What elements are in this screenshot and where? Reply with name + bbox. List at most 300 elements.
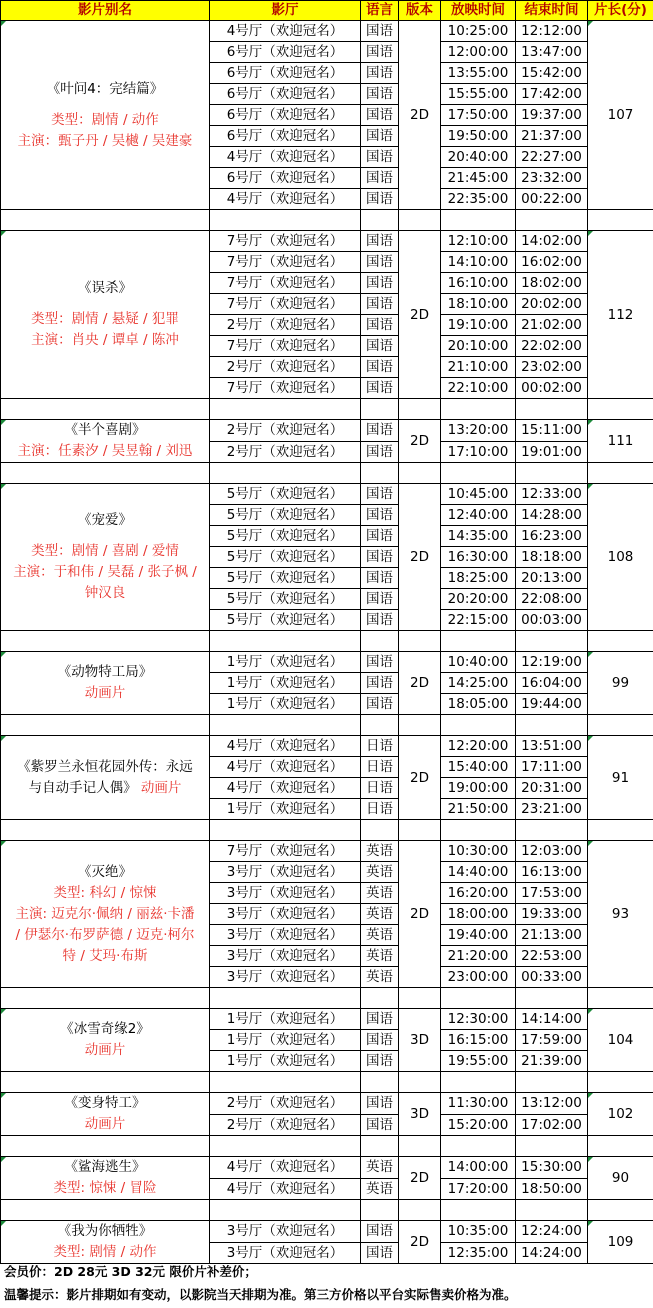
language-cell: 国语 [361, 231, 399, 252]
end-time-cell: 23:02:00 [516, 357, 588, 378]
separator-cell [361, 1072, 399, 1093]
separator-cell [588, 463, 653, 484]
separator-cell [399, 210, 441, 231]
end-time-cell: 23:32:00 [516, 168, 588, 189]
movie-title: 《鲨海逃生》 [64, 1159, 146, 1175]
end-time-cell: 00:22:00 [516, 189, 588, 210]
movie-title: 《紫罗兰永恒花园外传：永远 [17, 758, 193, 775]
movie-genre: 动画片 [136, 779, 182, 796]
language-cell: 国语 [361, 1242, 399, 1264]
end-time-cell: 16:13:00 [516, 862, 588, 883]
language-cell: 英语 [361, 1157, 399, 1179]
language-cell: 国语 [361, 252, 399, 273]
hall-cell: 7号厅（欢迎冠名） [210, 252, 361, 273]
end-time-cell: 20:13:00 [516, 568, 588, 589]
hall-cell: 4号厅（欢迎冠名） [210, 736, 361, 757]
language-cell: 国语 [361, 505, 399, 526]
separator-cell [441, 1200, 516, 1221]
language-cell: 日语 [361, 736, 399, 757]
movie-detail: 动画片 [84, 1116, 126, 1132]
header-movie: 影片别名 [1, 1, 210, 21]
separator-cell [516, 631, 588, 652]
version-cell: 2D [399, 21, 441, 210]
separator-cell [361, 399, 399, 420]
hall-cell: 1号厅（欢迎冠名） [210, 1030, 361, 1051]
separator-cell [399, 631, 441, 652]
language-cell: 国语 [361, 294, 399, 315]
hall-cell: 7号厅（欢迎冠名） [210, 841, 361, 862]
end-time-cell: 18:02:00 [516, 273, 588, 294]
separator-cell [441, 988, 516, 1009]
separator-cell [1, 210, 210, 231]
movie-title: 《我为你牺牲》 [57, 1223, 153, 1239]
end-time-cell: 14:14:00 [516, 1009, 588, 1030]
start-time-cell: 17:10:00 [441, 441, 516, 463]
separator-cell [399, 1072, 441, 1093]
end-time-cell: 18:18:00 [516, 547, 588, 568]
end-time-cell: 19:37:00 [516, 105, 588, 126]
separator-cell [1, 399, 210, 420]
end-time-cell: 22:02:00 [516, 336, 588, 357]
movie-title: 《灭绝》 [78, 863, 132, 880]
separator-cell [361, 1136, 399, 1157]
hall-cell: 3号厅（欢迎冠名） [210, 1221, 361, 1243]
separator-cell [588, 631, 653, 652]
language-cell: 日语 [361, 757, 399, 778]
separator-cell [210, 1200, 361, 1221]
version-cell: 2D [399, 231, 441, 399]
separator-cell [588, 820, 653, 841]
start-time-cell: 19:40:00 [441, 925, 516, 946]
length-cell: 91 [588, 736, 653, 820]
length-cell: 99 [588, 652, 653, 715]
separator-cell [441, 463, 516, 484]
end-time-cell: 17:02:00 [516, 1114, 588, 1136]
movie-info-cell [1, 484, 210, 631]
hall-cell: 4号厅（欢迎冠名） [210, 757, 361, 778]
separator-row [1, 631, 653, 652]
movie-info-cell [1, 420, 210, 463]
hall-cell: 1号厅（欢迎冠名） [210, 673, 361, 694]
start-time-cell: 16:30:00 [441, 547, 516, 568]
start-time-cell: 19:50:00 [441, 126, 516, 147]
separator-cell [399, 1136, 441, 1157]
movie-title: 《误杀》 [78, 280, 132, 296]
length-cell: 108 [588, 484, 653, 631]
showtime-row [1, 1093, 653, 1115]
separator-cell [588, 210, 653, 231]
hall-cell: 1号厅（欢迎冠名） [210, 652, 361, 673]
separator-cell [1, 631, 210, 652]
movie-spacer [1, 299, 209, 309]
separator-row [1, 399, 653, 420]
showtime-row [1, 1009, 653, 1030]
movie-detail: 钟汉良 [84, 585, 126, 601]
movie-detail: 类型: 剧情 / 动作 [53, 1244, 157, 1260]
separator-cell [361, 463, 399, 484]
length-cell: 109 [588, 1221, 653, 1264]
language-cell: 英语 [361, 967, 399, 988]
hall-cell: 5号厅（欢迎冠名） [210, 547, 361, 568]
separator-cell [441, 399, 516, 420]
start-time-cell: 12:30:00 [441, 1009, 516, 1030]
separator-row [1, 1136, 653, 1157]
language-cell: 英语 [361, 925, 399, 946]
start-time-cell: 19:00:00 [441, 778, 516, 799]
language-cell: 国语 [361, 336, 399, 357]
separator-row [1, 1072, 653, 1093]
separator-cell [210, 399, 361, 420]
start-time-cell: 18:25:00 [441, 568, 516, 589]
language-cell: 国语 [361, 589, 399, 610]
separator-cell [210, 988, 361, 1009]
separator-cell [1, 715, 210, 736]
separator-cell [1, 988, 210, 1009]
movie-detail: 类型: 科幻 / 惊悚 [53, 884, 157, 901]
price-note: 会员价：2D 28元 3D 32元 限价片补差价； [4, 1264, 257, 1279]
movie-detail: 主演：任素汐 / 吴昱翰 / 刘迅 [17, 443, 193, 459]
hall-cell: 1号厅（欢迎冠名） [210, 1009, 361, 1030]
showtime-row [1, 21, 653, 42]
hall-cell: 1号厅（欢迎冠名） [210, 1051, 361, 1072]
length-cell: 111 [588, 420, 653, 463]
end-time-cell: 18:50:00 [516, 1178, 588, 1200]
separator-cell [441, 1136, 516, 1157]
end-time-cell: 15:11:00 [516, 420, 588, 442]
start-time-cell: 13:20:00 [441, 420, 516, 442]
end-time-cell: 13:12:00 [516, 1093, 588, 1115]
separator-cell [399, 399, 441, 420]
movie-title: 《动物特工局》 [57, 664, 153, 680]
separator-cell [399, 463, 441, 484]
start-time-cell: 20:40:00 [441, 147, 516, 168]
end-time-cell: 12:12:00 [516, 21, 588, 42]
separator-cell [210, 1136, 361, 1157]
movie-info-cell [1, 21, 210, 210]
hall-cell: 5号厅（欢迎冠名） [210, 526, 361, 547]
separator-cell [516, 988, 588, 1009]
language-cell: 国语 [361, 1093, 399, 1115]
end-time-cell: 14:24:00 [516, 1242, 588, 1264]
movie-detail: 类型：剧情 / 喜剧 / 爱情 [31, 543, 179, 559]
end-time-cell: 16:02:00 [516, 252, 588, 273]
language-cell: 国语 [361, 420, 399, 442]
end-time-cell: 19:01:00 [516, 441, 588, 463]
end-time-cell: 19:44:00 [516, 694, 588, 715]
start-time-cell: 14:25:00 [441, 673, 516, 694]
language-cell: 英语 [361, 904, 399, 925]
start-time-cell: 18:00:00 [441, 904, 516, 925]
version-cell: 2D [399, 736, 441, 820]
start-time-cell: 15:40:00 [441, 757, 516, 778]
separator-cell [516, 210, 588, 231]
end-time-cell: 15:30:00 [516, 1157, 588, 1179]
separator-cell [1, 1136, 210, 1157]
separator-cell [441, 1072, 516, 1093]
language-cell: 国语 [361, 1221, 399, 1243]
language-cell: 国语 [361, 694, 399, 715]
movie-info-cell [1, 1009, 210, 1072]
movie-spacer [1, 100, 209, 110]
hall-cell: 4号厅（欢迎冠名） [210, 1178, 361, 1200]
separator-cell [399, 715, 441, 736]
language-cell: 国语 [361, 1051, 399, 1072]
start-time-cell: 18:10:00 [441, 294, 516, 315]
start-time-cell: 14:35:00 [441, 526, 516, 547]
hall-cell: 2号厅（欢迎冠名） [210, 1093, 361, 1115]
hall-cell: 5号厅（欢迎冠名） [210, 610, 361, 631]
header-end-time: 结束时间 [516, 1, 588, 21]
start-time-cell: 14:00:00 [441, 1157, 516, 1179]
language-cell: 国语 [361, 147, 399, 168]
separator-cell [516, 715, 588, 736]
start-time-cell: 21:10:00 [441, 357, 516, 378]
end-time-cell: 12:33:00 [516, 484, 588, 505]
hall-cell: 2号厅（欢迎冠名） [210, 315, 361, 336]
separator-cell [588, 715, 653, 736]
end-time-cell: 12:03:00 [516, 841, 588, 862]
movie-spacer [1, 531, 209, 541]
showtime-row [1, 736, 653, 757]
hall-cell: 4号厅（欢迎冠名） [210, 21, 361, 42]
hall-cell: 4号厅（欢迎冠名） [210, 189, 361, 210]
tip-note: 温馨提示：影片排期如有变动，以影院当天排期为准。第三方价格以平台实际售卖价格为准。 [4, 1287, 517, 1302]
language-cell: 国语 [361, 441, 399, 463]
start-time-cell: 12:35:00 [441, 1242, 516, 1264]
separator-cell [210, 210, 361, 231]
separator-cell [210, 820, 361, 841]
showtime-row [1, 1221, 653, 1243]
showtime-row [1, 652, 653, 673]
end-time-cell: 16:04:00 [516, 673, 588, 694]
hall-cell: 7号厅（欢迎冠名） [210, 336, 361, 357]
separator-cell [210, 715, 361, 736]
header-length: 片长(分) [588, 1, 653, 21]
version-cell: 2D [399, 1157, 441, 1200]
separator-row [1, 715, 653, 736]
separator-cell [441, 210, 516, 231]
separator-cell [588, 1200, 653, 1221]
movie-title: 《冰雪奇缘2》 [60, 1021, 150, 1037]
separator-cell [441, 820, 516, 841]
end-time-cell: 17:42:00 [516, 84, 588, 105]
start-time-cell: 10:30:00 [441, 841, 516, 862]
hall-cell: 4号厅（欢迎冠名） [210, 147, 361, 168]
hall-cell: 1号厅（欢迎冠名） [210, 694, 361, 715]
separator-cell [1, 1072, 210, 1093]
start-time-cell: 21:45:00 [441, 168, 516, 189]
separator-cell [361, 715, 399, 736]
language-cell: 国语 [361, 105, 399, 126]
start-time-cell: 16:20:00 [441, 883, 516, 904]
start-time-cell: 12:00:00 [441, 42, 516, 63]
language-cell: 国语 [361, 168, 399, 189]
end-time-cell: 00:03:00 [516, 610, 588, 631]
movie-title: 《宠爱》 [78, 512, 132, 528]
start-time-cell: 22:15:00 [441, 610, 516, 631]
separator-cell [588, 988, 653, 1009]
start-time-cell: 16:15:00 [441, 1030, 516, 1051]
hall-cell: 7号厅（欢迎冠名） [210, 378, 361, 399]
length-cell: 107 [588, 21, 653, 210]
version-cell: 2D [399, 652, 441, 715]
separator-cell [361, 631, 399, 652]
hall-cell: 3号厅（欢迎冠名） [210, 925, 361, 946]
movie-info-cell [1, 1093, 210, 1136]
movie-detail: 特 / 艾玛·布斯 [62, 947, 148, 964]
separator-cell [399, 1200, 441, 1221]
language-cell: 国语 [361, 42, 399, 63]
start-time-cell: 21:20:00 [441, 946, 516, 967]
movie-detail: 主演：于和伟 / 吴磊 / 张子枫 / [13, 564, 197, 580]
showtime-row [1, 484, 653, 505]
end-time-cell: 15:42:00 [516, 63, 588, 84]
length-cell: 112 [588, 231, 653, 399]
language-cell: 英语 [361, 841, 399, 862]
hall-cell: 6号厅（欢迎冠名） [210, 84, 361, 105]
hall-cell: 6号厅（欢迎冠名） [210, 105, 361, 126]
hall-cell: 6号厅（欢迎冠名） [210, 42, 361, 63]
movie-info-cell [1, 231, 210, 399]
hall-cell: 7号厅（欢迎冠名） [210, 294, 361, 315]
separator-cell [516, 1072, 588, 1093]
end-time-cell: 19:33:00 [516, 904, 588, 925]
separator-cell [361, 988, 399, 1009]
language-cell: 国语 [361, 273, 399, 294]
end-time-cell: 21:02:00 [516, 315, 588, 336]
hall-cell: 3号厅（欢迎冠名） [210, 904, 361, 925]
end-time-cell: 22:08:00 [516, 589, 588, 610]
language-cell: 日语 [361, 778, 399, 799]
version-cell: 2D [399, 420, 441, 463]
end-time-cell: 17:11:00 [516, 757, 588, 778]
end-time-cell: 00:33:00 [516, 967, 588, 988]
movie-detail: / 伊瑟尔·布罗萨德 / 迈克·柯尔 [15, 926, 195, 943]
separator-cell [210, 1072, 361, 1093]
start-time-cell: 10:40:00 [441, 652, 516, 673]
language-cell: 国语 [361, 1030, 399, 1051]
start-time-cell: 19:10:00 [441, 315, 516, 336]
separator-row [1, 210, 653, 231]
movie-detail: 动画片 [84, 1042, 126, 1058]
hall-cell: 3号厅（欢迎冠名） [210, 862, 361, 883]
hall-cell: 3号厅（欢迎冠名） [210, 967, 361, 988]
language-cell: 国语 [361, 84, 399, 105]
hall-cell: 6号厅（欢迎冠名） [210, 126, 361, 147]
showtime-row [1, 231, 653, 252]
language-cell: 国语 [361, 21, 399, 42]
separator-cell [399, 988, 441, 1009]
language-cell: 国语 [361, 568, 399, 589]
length-cell: 104 [588, 1009, 653, 1072]
language-cell: 国语 [361, 126, 399, 147]
end-time-cell: 17:53:00 [516, 883, 588, 904]
hall-cell: 7号厅（欢迎冠名） [210, 231, 361, 252]
start-time-cell: 22:10:00 [441, 378, 516, 399]
length-cell: 102 [588, 1093, 653, 1136]
language-cell: 国语 [361, 547, 399, 568]
start-time-cell: 20:10:00 [441, 336, 516, 357]
start-time-cell: 10:35:00 [441, 1221, 516, 1243]
start-time-cell: 12:10:00 [441, 231, 516, 252]
separator-row [1, 1200, 653, 1221]
language-cell: 国语 [361, 357, 399, 378]
end-time-cell: 21:13:00 [516, 925, 588, 946]
end-time-cell: 12:24:00 [516, 1221, 588, 1243]
language-cell: 国语 [361, 652, 399, 673]
movie-info-cell [1, 841, 210, 988]
separator-row [1, 463, 653, 484]
separator-row [1, 820, 653, 841]
movie-detail: 与自动手记人偶》 [28, 779, 137, 796]
start-time-cell: 15:20:00 [441, 1114, 516, 1136]
movie-detail: 类型：剧情 / 悬疑 / 犯罪 [31, 311, 179, 327]
hall-cell: 3号厅（欢迎冠名） [210, 883, 361, 904]
showtime-row [1, 841, 653, 862]
movie-detail: 主演: 迈克尔·佩纳 / 丽兹·卡潘 [15, 905, 195, 922]
separator-cell [210, 631, 361, 652]
separator-row [1, 988, 653, 1009]
movie-info-cell [1, 1157, 210, 1200]
hall-cell: 2号厅（欢迎冠名） [210, 1114, 361, 1136]
hall-cell: 5号厅（欢迎冠名） [210, 505, 361, 526]
separator-cell [361, 210, 399, 231]
showtime-row [1, 1157, 653, 1179]
header-start-time: 放映时间 [441, 1, 516, 21]
end-time-cell: 20:02:00 [516, 294, 588, 315]
language-cell: 日语 [361, 799, 399, 820]
end-time-cell: 17:59:00 [516, 1030, 588, 1051]
language-cell: 国语 [361, 378, 399, 399]
hall-cell: 2号厅（欢迎冠名） [210, 357, 361, 378]
header-row [1, 1, 653, 21]
language-cell: 国语 [361, 484, 399, 505]
hall-cell: 6号厅（欢迎冠名） [210, 168, 361, 189]
start-time-cell: 23:00:00 [441, 967, 516, 988]
version-cell: 3D [399, 1093, 441, 1136]
start-time-cell: 15:55:00 [441, 84, 516, 105]
movie-title: 《半个喜剧》 [64, 422, 146, 438]
end-time-cell: 20:31:00 [516, 778, 588, 799]
movie-detail: 主演：肖央 / 谭卓 / 陈冲 [31, 332, 179, 348]
language-cell: 国语 [361, 63, 399, 84]
end-time-cell: 22:53:00 [516, 946, 588, 967]
separator-cell [1, 463, 210, 484]
language-cell: 英语 [361, 862, 399, 883]
movie-info-cell [1, 736, 210, 820]
hall-cell: 4号厅（欢迎冠名） [210, 1157, 361, 1179]
separator-cell [516, 820, 588, 841]
end-time-cell: 14:02:00 [516, 231, 588, 252]
movie-title-wrap [1, 778, 209, 799]
separator-cell [588, 1136, 653, 1157]
language-cell: 英语 [361, 946, 399, 967]
separator-cell [210, 463, 361, 484]
separator-cell [441, 631, 516, 652]
end-time-cell: 21:39:00 [516, 1051, 588, 1072]
language-cell: 国语 [361, 610, 399, 631]
version-cell: 2D [399, 1221, 441, 1264]
end-time-cell: 16:23:00 [516, 526, 588, 547]
hall-cell: 5号厅（欢迎冠名） [210, 568, 361, 589]
separator-cell [516, 1200, 588, 1221]
hall-cell: 1号厅（欢迎冠名） [210, 799, 361, 820]
separator-cell [588, 399, 653, 420]
version-cell: 2D [399, 841, 441, 988]
end-time-cell: 23:21:00 [516, 799, 588, 820]
header-version: 版本 [399, 1, 441, 21]
separator-cell [441, 715, 516, 736]
